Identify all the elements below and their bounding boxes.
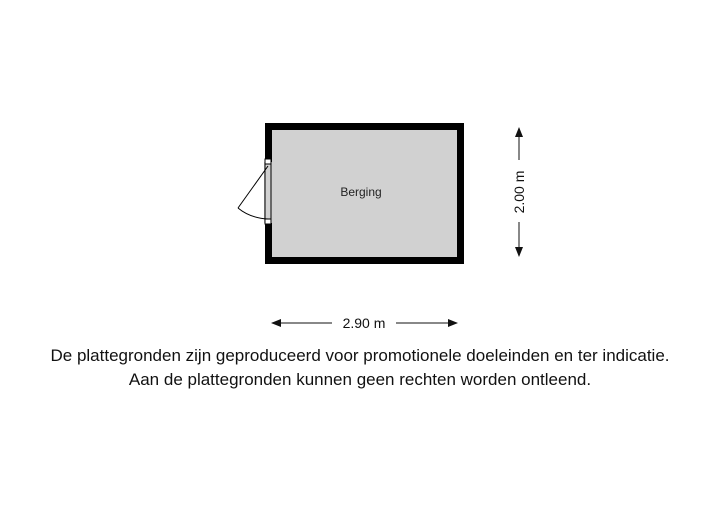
- door: [238, 159, 274, 224]
- dimension-width: [272, 315, 457, 331]
- door-swing-arc: [238, 208, 268, 219]
- door-leaf: [238, 166, 268, 208]
- dimension-height: [511, 128, 527, 256]
- room-label: Berging: [340, 185, 382, 199]
- door-jamb: [265, 159, 271, 164]
- dimension-label-height: 2.00 m: [511, 170, 527, 214]
- room-berging: [265, 123, 464, 264]
- disclaimer-line-2: Aan de plattegronden kunnen geen rechten worden ontleend.: [128, 370, 592, 389]
- dimension-label-width: 2.90 m: [342, 315, 386, 331]
- door-jamb: [265, 219, 271, 224]
- disclaimer-line-1: De plattegronden zijn geproduceerd voor promotionele doeleinden en ter indicatie.: [50, 346, 670, 365]
